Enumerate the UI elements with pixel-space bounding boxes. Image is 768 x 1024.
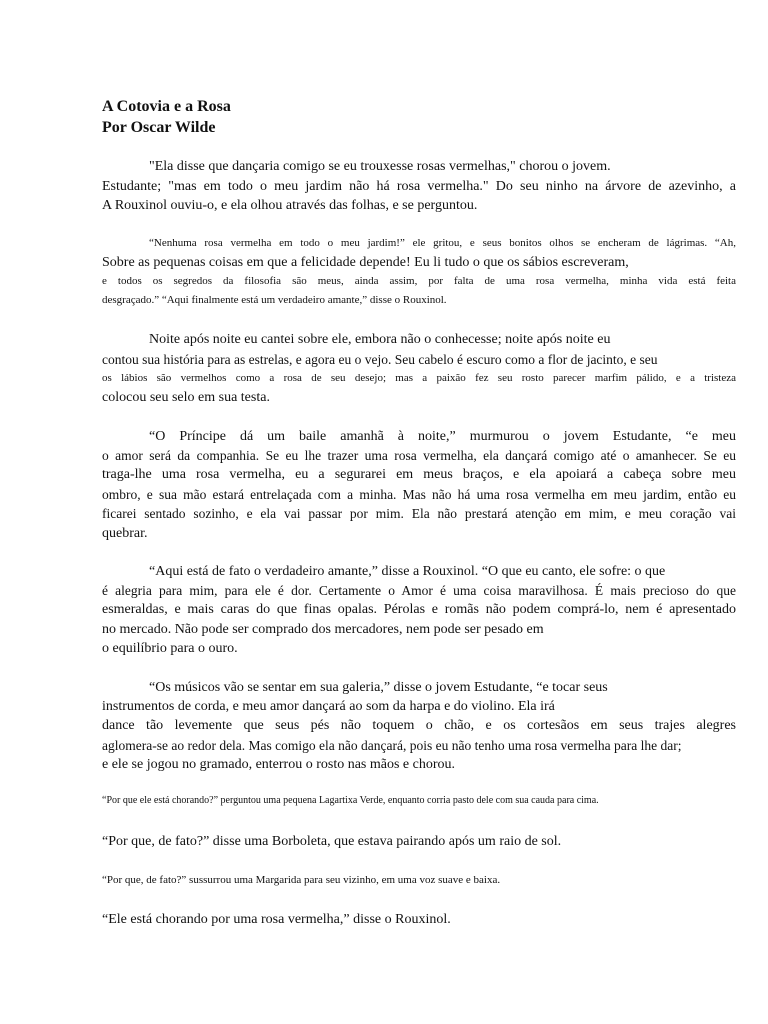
- paragraph-5-line-4: no mercado. Não pode ser comprado dos mercadores, nem pode ser pesado em: [102, 622, 544, 637]
- paragraph-5-line-2: é alegria para mim, para ele é dor. Certamente o Amor é uma coisa maravilhosa. É mais precioso do que: [102, 583, 736, 598]
- paragraph-4-line-4: ombro, e sua mão estará entrelaçada com a minha. Mas não há uma rosa vermelha em meu jardim, então eu: [102, 487, 736, 502]
- paragraph-3-line-4: colocou seu selo em sua testa.: [102, 390, 270, 405]
- paragraph-4-line-6: quebrar.: [102, 526, 148, 541]
- paragraph-5-line-1: “Aqui está de fato o verdadeiro amante,” disse a Rouxinol. “O que eu canto, ele sofre: o que: [149, 564, 666, 579]
- document-title: [102, 96, 231, 138]
- paragraph-6-line-5: e ele se jogou no gramado, enterrou o rosto nas mãos e chorou.: [102, 757, 456, 772]
- paragraph-2-line-2: Sobre as pequenas coisas em que a felicidade depende! Eu li tudo o que os sábios escreveram,: [102, 255, 629, 270]
- paragraph-2-line-1: “Nenhuma rosa vermelha em todo o meu jardim!” ele gritou, e seus bonitos olhos se encheram de lágrimas. “Ah,: [149, 237, 736, 249]
- paragraph-10-line-1: “Ele está chorando por uma rosa vermelha,” disse o Rouxinol.: [102, 912, 451, 927]
- paragraph-4-line-1: “O Príncipe dá um baile amanhã à noite,” murmurou o jovem Estudante, “e meu: [149, 429, 736, 444]
- paragraph-1-line-3: A Rouxinol ouviu-o, e ela olhou através das folhas, e se perguntou.: [102, 198, 478, 213]
- paragraph-6-line-3: dance tão levemente que seus pés não toquem o chão, e os cortesãos em seus trajes alegres: [102, 718, 736, 733]
- title-line: A Cotovia e a Rosa: [102, 98, 231, 115]
- paragraph-7-line-1: “Por que ele está chorando?” perguntou uma pequena Lagartixa Verde, enquanto corria pasto dele com sua cauda para cima.: [102, 795, 599, 806]
- paragraph-9-line-1: “Por que, de fato?” sussurrou uma Margarida para seu vizinho, em uma voz suave e baixa.: [102, 874, 501, 886]
- paragraph-4-line-2: o amor será da companhia. Se eu lhe trazer uma rosa vermelha, ela dançará comigo até o amanhecer. Se eu: [102, 448, 736, 463]
- paragraph-8-line-1: “Por que, de fato?” disse uma Borboleta, que estava pairando após um raio de sol.: [102, 834, 562, 849]
- paragraph-2-line-4: desgraçado.” “Aqui finalmente está um verdadeiro amante,” disse o Rouxinol.: [102, 294, 447, 306]
- paragraph-4-line-3: traga-lhe uma rosa vermelha, eu a segurarei em meus braços, e ela apoiará a cabeça sobre meu: [102, 467, 736, 482]
- paragraph-1-line-2: Estudante; "mas em todo o meu jardim não há rosa vermelha." Do seu ninho na árvore de azevinho, a: [102, 179, 736, 194]
- paragraph-2-line-3: e todos os segredos da filosofia são meus, ainda assim, por falta de uma rosa vermelha, minha vida está feita: [102, 275, 736, 287]
- paragraph-6-line-4: aglomera-se ao redor dela. Mas comigo ela não dançará, pois eu não tenho uma rosa vermelha para lhe dar;: [102, 738, 682, 753]
- paragraph-1-line-1: "Ela disse que dançaria comigo se eu trouxesse rosas vermelhas," chorou o jovem.: [149, 159, 611, 174]
- paragraph-6-line-2: instrumentos de corda, e meu amor dançará ao som da harpa e do violino. Ela irá: [102, 699, 555, 714]
- paragraph-3-line-1: Noite após noite eu cantei sobre ele, embora não o conhecesse; noite após noite eu: [149, 332, 611, 347]
- paragraph-5-line-5: o equilíbrio para o ouro.: [102, 641, 238, 656]
- author-line: Por Oscar Wilde: [102, 119, 216, 136]
- paragraph-4-line-5: ficarei sentado sozinho, e ela vai passar por mim. Ela não prestará atenção em mim, e meu coração vai: [102, 506, 736, 521]
- paragraph-3-line-3: os lábios são vermelhos como a rosa de seu desejo; mas a paixão fez seu rosto parecer marfim pálido, e a tristeza: [102, 372, 736, 384]
- paragraph-5-line-3: esmeraldas, e mais caras do que finas opalas. Pérolas e romãs não podem comprá-lo, nem é apresentado: [102, 602, 736, 617]
- paragraph-6-line-1: “Os músicos vão se sentar em sua galeria,” disse o jovem Estudante, “e tocar seus: [149, 680, 608, 695]
- paragraph-3-line-2: contou sua história para as estrelas, e agora eu o vejo. Seu cabelo é escuro como a flor de jacinto, e seu: [102, 352, 658, 367]
